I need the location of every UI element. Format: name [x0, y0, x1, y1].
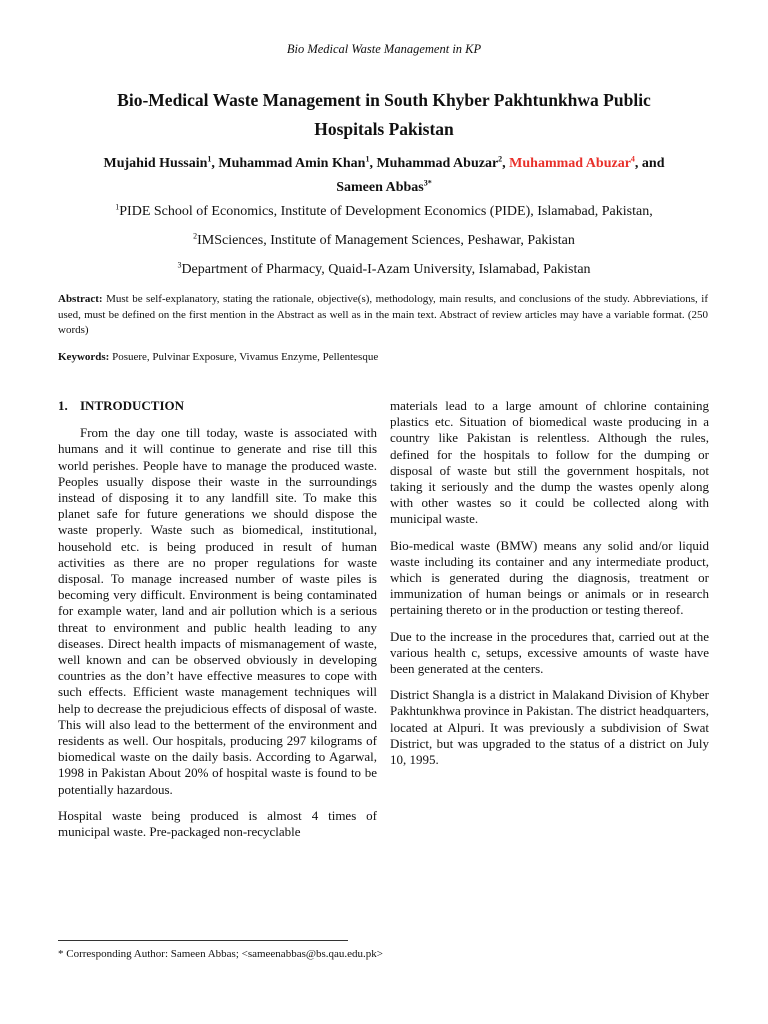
footnote: * Corresponding Author: Sameen Abbas; <sameenabbas@bs.qau.edu.pk> [58, 948, 383, 960]
author-line-2 [40, 176, 728, 200]
paper-title [40, 86, 728, 144]
body-paragraph: materials lead to a large amount of chlorine containing plastics etc. Situation of biomedical waste producing in a country like Pakistan is relentless. Although the rules, defined for the hospitals to follow for the dumping or disposal of waste but still the government hospitals, not taking it seriously and the dump the wastes openly along with other wastes so it could be collected along with municipal waste. [390, 398, 709, 527]
title-line-1: Bio-Medical Waste Management in South Khyber Pakhtunkhwa Public [117, 90, 651, 110]
author-separator: , [211, 156, 219, 171]
keywords-label: Keywords: [58, 351, 110, 363]
affiliation-mark: 2 [193, 231, 198, 241]
affiliation-text: PIDE School of Economics, Institute of Development Economics (PIDE), Islamabad, Pakistan, [119, 204, 653, 219]
section-heading [58, 398, 377, 414]
footnote-divider [58, 940, 348, 941]
author-name: Sameen Abbas [336, 180, 424, 195]
abstract-text: Must be self-explanatory, stating the rationale, objective(s), methodology, main results, and conclusions of the study. Abbreviations, if used, must be defined on the first mention in the Abstract as well as in the main text. Abstract of review articles may have a variable format. (250 words) [58, 293, 709, 336]
author-name: Muhammad Abuzar [376, 156, 499, 171]
author-name: Muhammad Amin Khan [218, 156, 366, 171]
keywords-text: Posuere, Pulvinar Exposure, Vivamus Enzyme, Pellentesque [112, 351, 379, 363]
affiliation-mark: 1 [115, 202, 120, 212]
abstract-label: Abstract: [58, 293, 103, 305]
section-title: INTRODUCTION [80, 398, 185, 413]
author-name: Mujahid Hussain [103, 156, 208, 171]
author-name-highlighted: Muhammad Abuzar [509, 156, 631, 171]
running-head: Bio Medical Waste Management in KP [286, 42, 482, 56]
affiliation-2 [40, 233, 728, 249]
body-paragraph: Bio-medical waste (BMW) means any solid and/or liquid waste including its container and any intermediate product, which is generated during the diagnosis, treatment or immunization of human beings or animals or in research pertaining thereto or in the production or testing thereof. [390, 537, 709, 618]
body-paragraph: From the day one till today, waste is associated with humans and it will continue to generate and rise till this world perishes. People have to manage the produced waste. Peoples usually dispose their waste in the surroundings instead of disposing it to any landfill site. To make this planet safe for future generations we should dispose the waste properly. Waste such as biomedical, institutional, household etc. is being produced in result of human activities as there are no proper regulations for waste disposal. To manage increased number of waste piles is becoming very difficult. Environment is being contaminated for example water, land and air pollution which is a serious threat to environment and public health leading to any diseases. Direct health impacts of mismanagement of waste, well known and can be observed obviously in developing countries as the don’t have effective measures to cope with such effects. Efficient waste management techniques will help to decrease the prejudicious effects of disposal of waste. This will also lead to the betterment of the environment and residents as well. Our hospitals, producing 297 kilograms of biomedical waste on the daily basis. According to Agarwal, 1998 in Pakistan About 20% of hospital waste is found to be potentially hazardous. [58, 425, 377, 797]
author-separator: , [369, 156, 377, 171]
author-separator: , and [634, 156, 665, 171]
author-list [40, 152, 728, 200]
author-affil-mark: 2 [498, 154, 503, 164]
keywords [58, 350, 708, 365]
right-column [390, 398, 709, 778]
author-affil-mark: 1 [207, 154, 212, 164]
author-affil-mark: 1 [365, 154, 370, 164]
affiliation-1 [40, 204, 728, 220]
author-affil-mark: 4 [630, 154, 635, 164]
author-separator: , [502, 156, 510, 171]
body-paragraph: Due to the increase in the procedures that, carried out at the various health c, setups, excessive amounts of waste have been generated at the centers. [390, 628, 709, 677]
section-number: 1. [58, 398, 68, 413]
body-paragraph: Hospital waste being produced is almost 4 times of municipal waste. Pre-packaged non-recyclable [58, 807, 377, 840]
left-column [58, 398, 377, 850]
abstract [58, 292, 708, 339]
affiliation-3 [40, 262, 728, 278]
title-line-2: Hospitals Pakistan [314, 119, 454, 139]
affiliation-mark: 3 [177, 260, 182, 270]
author-line-1 [40, 152, 728, 176]
body-paragraph: District Shangla is a district in Malakand Division of Khyber Pakhtunkhwa province in Pakistan. The district headquarters, located at Alpuri. It was previously a subdivision of Swat District, but was upgraded to the status of a district on July 10, 1995. [390, 687, 709, 768]
affiliation-text: IMSciences, Institute of Management Sciences, Peshawar, Pakistan [197, 233, 575, 248]
affiliation-text: Department of Pharmacy, Quaid-I-Azam University, Islamabad, Pakistan [181, 262, 591, 277]
author-affil-mark: 3* [423, 178, 432, 188]
